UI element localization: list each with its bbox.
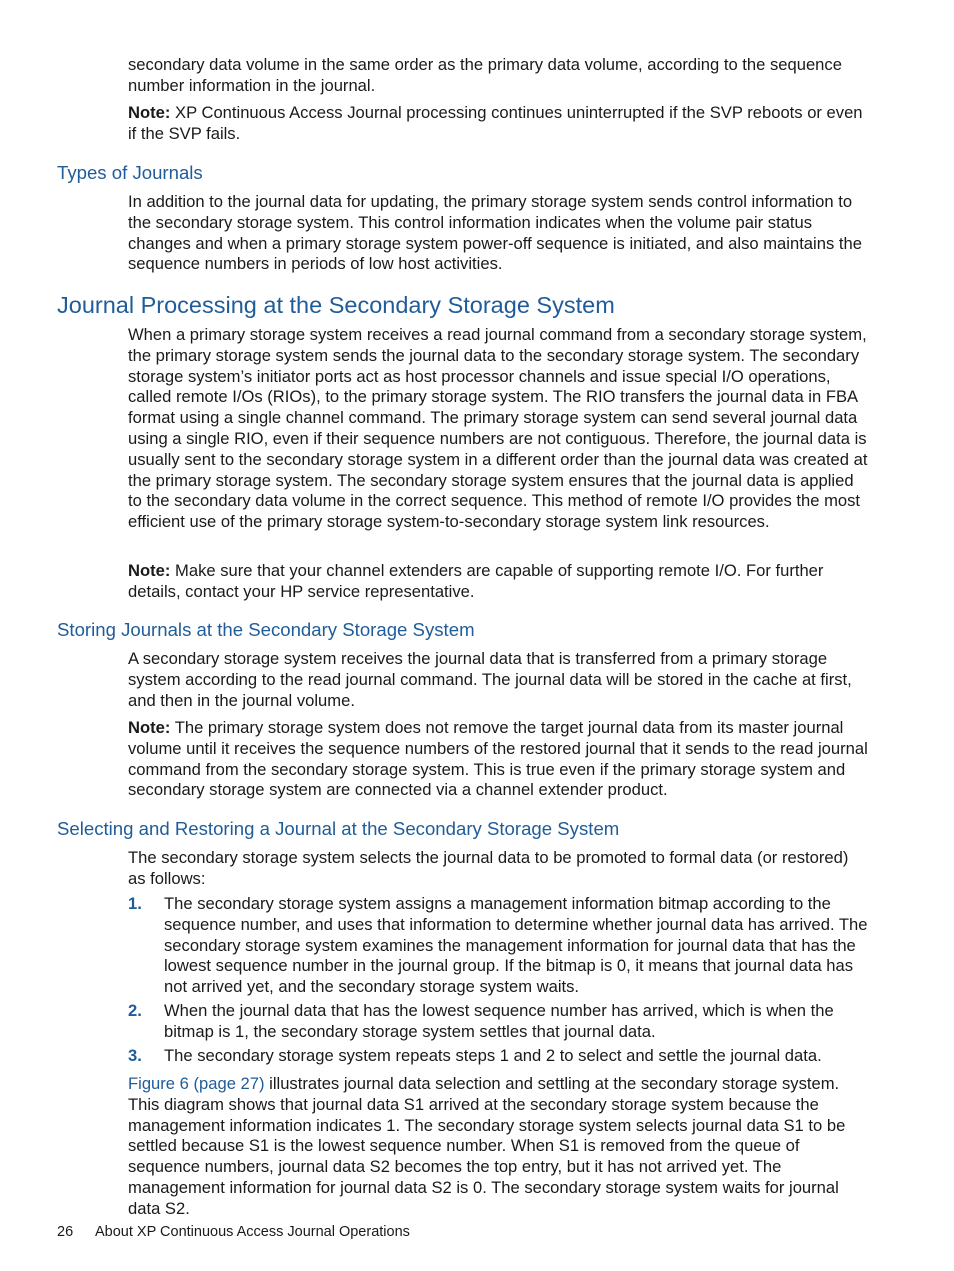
steps-list [128, 894, 870, 1066]
note-master-journal [128, 718, 870, 801]
note-text: XP Continuous Access Journal processing continues uninterrupted if the SVP reboots or even if the SVP fails. [128, 103, 863, 143]
note-label: Note: [128, 718, 171, 737]
storing-paragraph: A secondary storage system receives the journal data that is transferred from a primary storage system according to the read journal command. The journal data will be stored in the cache at first, and then in the journal volume. [128, 649, 852, 710]
note-text: The primary storage system does not remove the target journal data from its master journal volume until it receives the sequence numbers of the restored journal that it sends to the read journal command from the secondary storage system. This is true even if the primary storage system and secondary storage system are connected via a channel extender product. [128, 718, 868, 800]
page-number: 26 [57, 1224, 74, 1240]
heading-selecting-restoring: Selecting and Restoring a Journal at the Secondary Storage System [57, 818, 620, 839]
types-paragraph: In addition to the journal data for updating, the primary storage system sends control information to the secondary storage system. This control information indicates when the volume pair status changes and when a primary storage system power-off sequence is initiated, and also maintains the sequence numbers in periods of low host activities. [128, 192, 862, 274]
intro-paragraph: secondary data volume in the same order as the primary data volume, according to the sequence number information in the journal. [128, 55, 842, 95]
note-label: Note: [128, 103, 171, 122]
figure-link[interactable]: Figure 6 (page 27) [128, 1074, 265, 1093]
figure-text: illustrates journal data selection and settling at the secondary storage system. This diagram shows that journal data S1 arrived at the secondary storage system because the management information indicates 1. The secondary storage system selects journal data S1 to be settled because S1 is the lowest sequence number. When S1 is removed from the queue of sequence numbers, journal data S2 becomes the top entry, but it has not arrived yet. The management information for journal data S2 is 0. The secondary storage system waits for journal data S2. [128, 1074, 846, 1218]
figure-paragraph [128, 1074, 870, 1220]
list-item [128, 1046, 870, 1067]
step-number: 2. [128, 1000, 142, 1020]
step-text: When the journal data that has the lowest sequence number has arrived, which is when the bitmap is 1, the secondary storage system settles that journal data. [164, 1000, 834, 1041]
footer-title: About XP Continuous Access Journal Operations [95, 1224, 410, 1240]
heading-journal-processing: Journal Processing at the Secondary Storage System [57, 292, 615, 318]
step-number: 3. [128, 1045, 142, 1065]
step-text: The secondary storage system assigns a management information bitmap according to the sequence number, and uses that information to determine whether journal data has arrived. The secondary storage system examines the management information for journal data that has the lowest sequence number in the journal group. If the bitmap is 0, it means that journal data has not arrived yet, and the secondary storage system waits. [164, 894, 868, 997]
list-item [128, 894, 870, 998]
step-number: 1. [128, 894, 142, 913]
step-text: The secondary storage system repeats steps 1 and 2 to select and settle the journal data. [164, 1045, 822, 1065]
heading-storing-journals: Storing Journals at the Secondary Storage System [57, 619, 475, 640]
heading-types-of-journals: Types of Journals [57, 162, 203, 183]
page-footer [57, 1222, 410, 1242]
processing-paragraph: When a primary storage system receives a read journal command from a secondary storage system, the primary storage system sends the journal data to the secondary storage system. The secondary storage system’s initiator ports act as host processor channels and issue special I/O operations, called remote I/Os (RIOs), to the primary storage system. The RIO transfers the journal data in FBA format using a single channel command. The primary storage system can send several journal data using a single RIO, even if their sequence numbers are not contiguous. Therefore, the journal data is usually sent to the secondary storage system in a different order than the journal data was created at the primary storage system. The secondary storage system ensures that the journal data is applied to the secondary data volume in the correct sequence. This method of remote I/O provides the most efficient use of the primary storage system-to-secondary storage system link resources. [128, 325, 868, 532]
note-channel-extenders [128, 561, 870, 603]
selecting-paragraph: The secondary storage system selects the journal data to be promoted to formal data (or restored) as follows: [128, 848, 849, 888]
note-label: Note: [128, 561, 171, 580]
note-svp [128, 103, 870, 145]
note-text: Make sure that your channel extenders are capable of supporting remote I/O. For further details, contact your HP service representative. [128, 561, 824, 601]
list-item [128, 1001, 870, 1043]
